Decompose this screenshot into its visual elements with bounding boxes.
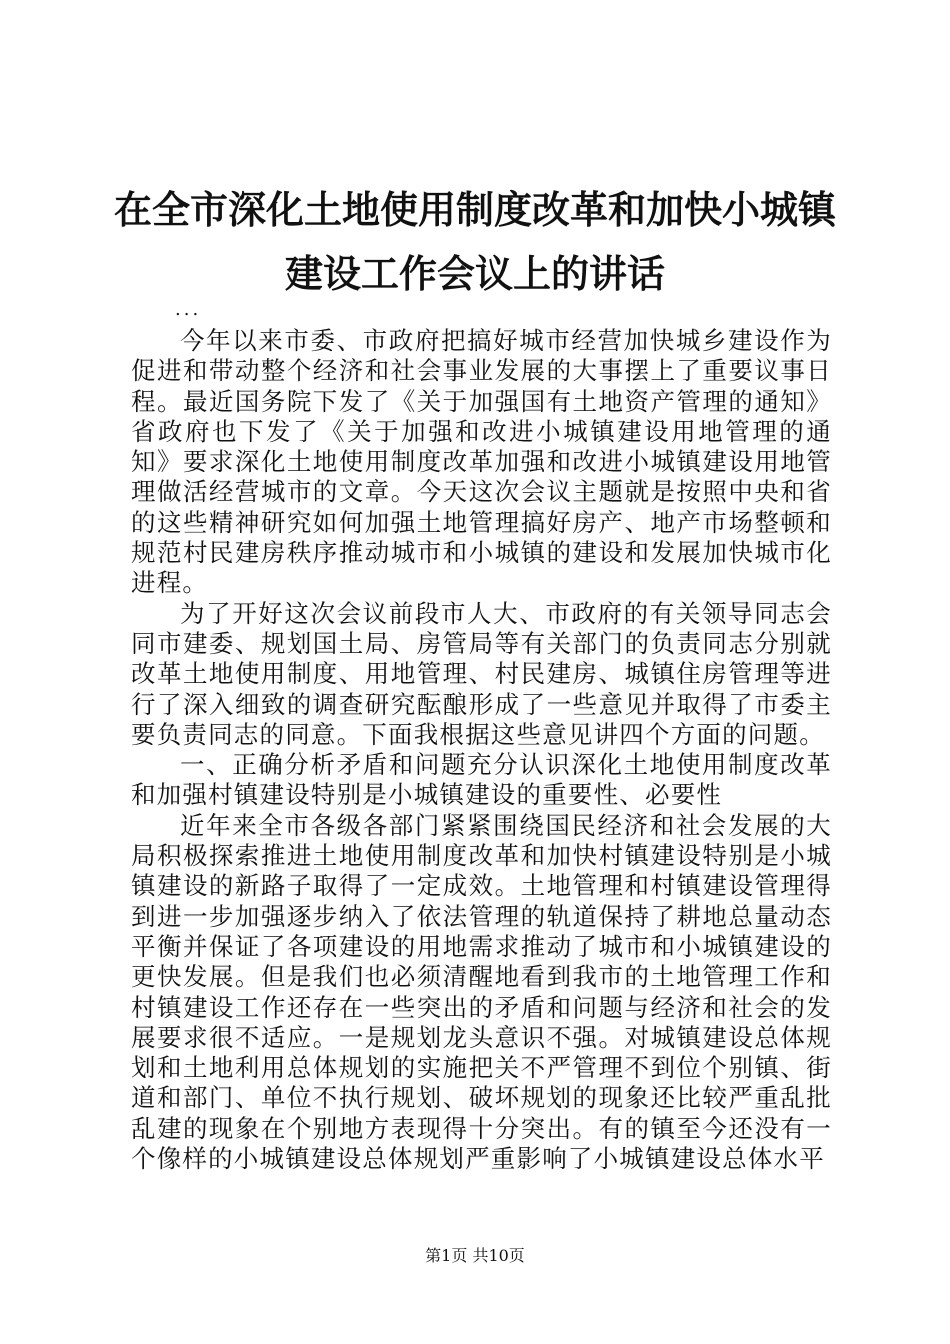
document-title: 在全市深化土地使用制度改革和加快小城镇建设工作会议上的讲话 <box>113 188 836 296</box>
section-heading-1: 一、正确分析矛盾和问题充分认识深化土地使用制度改革和加强村镇建设特别是小城镇建设的重要性、必要性 <box>131 750 832 810</box>
paragraph-1: 今年以来市委、市政府把搞好城市经营加快城乡建设作为促进和带动整个经济和社会事业发展的大事摆上了重要议事日程。最近国务院下发了《关于加强国有土地资产管理的通知》省政府也下发了《关于加强和改进小城镇建设用地管理的通知》要求深化土地使用制度改革加强和改进小城镇建设用地管理做活经营城市的文章。今天这次会议主题就是按照中央和省的这些精神研究如何加强土地管理搞好房产、地产市场整顿和规范村民建房秩序推动城市和小城镇的建设和发展加快城市化进程。 <box>131 326 832 598</box>
paragraph-2: 为了开好这次会议前段市人大、市政府的有关领导同志会同市建委、规划国土局、房管局等有关部门的负责同志分别就改革土地使用制度、用地管理、村民建房、城镇住房管理等进行了深入细致的调查研究酝酿形成了一些意见并取得了市委主要负责同志的同意。下面我根据这些意见讲四个方面的问题。 <box>131 598 832 749</box>
document-body <box>131 326 832 1174</box>
ellipsis-marker: ... <box>175 299 202 320</box>
paragraph-3: 近年来全市各级各部门紧紧围绕国民经济和社会发展的大局积极探索推进土地使用制度改革和加快村镇建设特别是小城镇建设的新路子取得了一定成效。土地管理和村镇建设管理得到进一步加强逐步纳入了依法管理的轨道保持了耕地总量动态平衡并保证了各项建设的用地需求推动了城市和小城镇建设的更快发展。但是我们也必须清醒地看到我市的土地管理工作和村镇建设工作还存在一些突出的矛盾和问题与经济和社会的发展要求很不适应。一是规划龙头意识不强。对城镇建设总体规划和土地利用总体规划的实施把关不严管理不到位个别镇、街道和部门、单位不执行规划、破坏规划的现象还比较严重乱批乱建的现象在个别地方表现得十分突出。有的镇至今还没有一个像样的小城镇建设总体规划严重影响了小城镇建设总体水平 <box>131 810 832 1174</box>
page-footer: 第1页 共10页 <box>425 1246 525 1265</box>
